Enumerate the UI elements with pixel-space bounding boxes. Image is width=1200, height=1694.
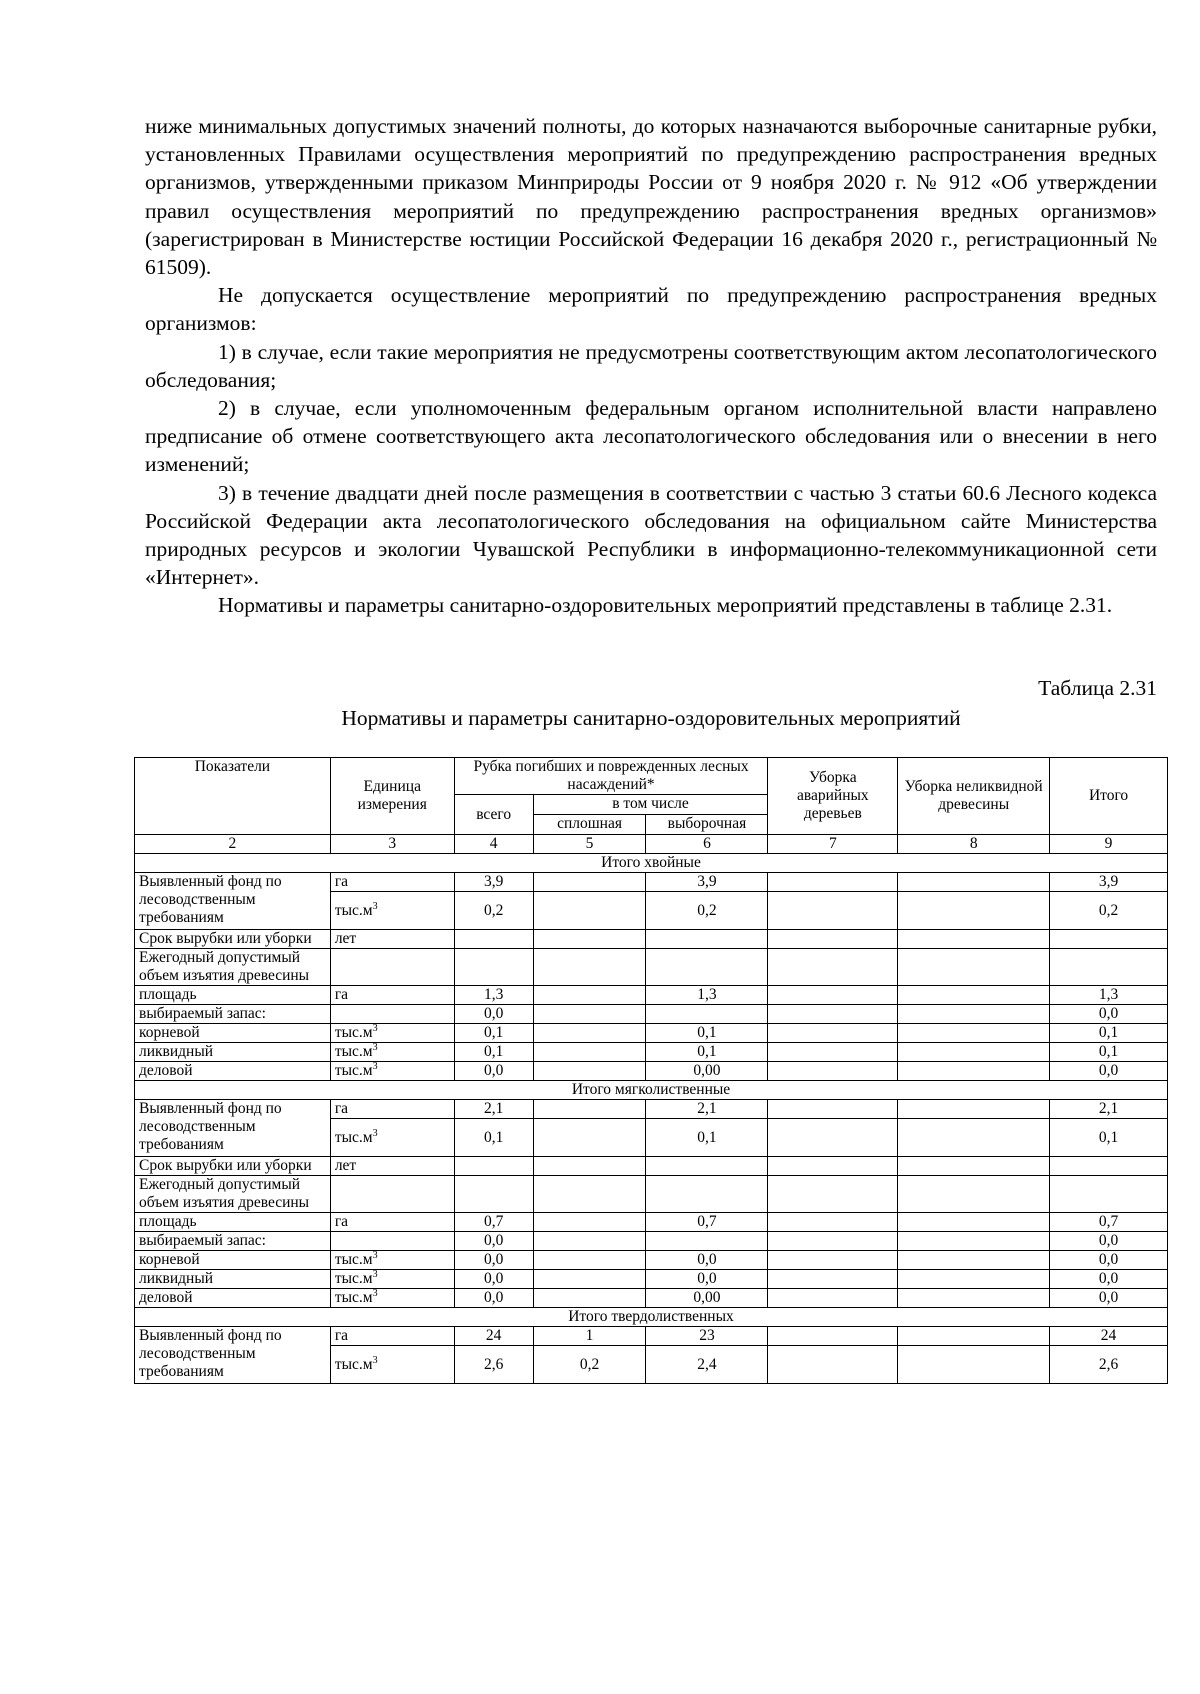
value-cell: 24 bbox=[454, 1327, 533, 1346]
unit-cell bbox=[330, 986, 454, 1005]
row-label: Ежегодный допустимый объем изъятия древесины bbox=[135, 1176, 331, 1213]
value-cell: 23 bbox=[646, 1327, 768, 1346]
col-number: 9 bbox=[1050, 835, 1168, 854]
col-number: 3 bbox=[330, 835, 454, 854]
value-cell bbox=[454, 1157, 533, 1176]
unit-cell bbox=[330, 892, 454, 930]
section-row bbox=[135, 1308, 1168, 1327]
unit-text: лет bbox=[334, 1157, 357, 1174]
value-cell: 0,2 bbox=[533, 1346, 646, 1384]
value-cell: 3,9 bbox=[646, 873, 768, 892]
table-row bbox=[135, 1100, 1168, 1119]
section-title: Итого мягколиственные bbox=[135, 1081, 1168, 1100]
value-cell: 0,1 bbox=[454, 1119, 533, 1157]
value-cell: 0,1 bbox=[646, 1024, 768, 1043]
value-cell bbox=[898, 1005, 1050, 1024]
unit-text: тыс.м bbox=[334, 1251, 373, 1268]
header-total-all: всего bbox=[454, 795, 533, 835]
table-row bbox=[135, 1062, 1168, 1081]
value-cell: 0,0 bbox=[1050, 1289, 1168, 1308]
row-label: Выявленный фонд по лесоводственным требованиям bbox=[135, 1100, 331, 1157]
value-cell bbox=[898, 1062, 1050, 1081]
value-cell bbox=[768, 1100, 898, 1119]
value-cell: 0,0 bbox=[646, 1251, 768, 1270]
table-row bbox=[135, 1289, 1168, 1308]
value-cell bbox=[768, 1024, 898, 1043]
value-cell bbox=[646, 1005, 768, 1024]
value-cell: 0,0 bbox=[454, 1062, 533, 1081]
value-cell bbox=[768, 873, 898, 892]
unit-text: тыс.м bbox=[334, 901, 373, 919]
value-cell bbox=[533, 1043, 646, 1062]
value-cell: 0,0 bbox=[454, 1232, 533, 1251]
row-label: ликвидный bbox=[135, 1043, 331, 1062]
table-row bbox=[135, 1213, 1168, 1232]
value-cell: 3,9 bbox=[454, 873, 533, 892]
table-row bbox=[135, 1024, 1168, 1043]
unit-superscript: 3 bbox=[372, 1060, 378, 1072]
value-cell bbox=[898, 1119, 1050, 1157]
value-cell: 2,1 bbox=[1050, 1100, 1168, 1119]
table-row bbox=[135, 873, 1168, 892]
value-cell: 0,0 bbox=[454, 1270, 533, 1289]
row-label: выбираемый запас: bbox=[135, 1232, 331, 1251]
paragraph: 3) в течение двадцати дней после размещения в соответствии с частью 3 статьи 60.6 Лесного кодекса Российской Федерации акта лесопатологического обследования на официальном сайте Министерства природных ресурсов и экологии Чувашской Республики в информационно-телекоммуникационной сети «Интернет». bbox=[145, 480, 1157, 590]
table-row bbox=[135, 1270, 1168, 1289]
value-cell: 0,1 bbox=[646, 1043, 768, 1062]
value-cell bbox=[898, 1232, 1050, 1251]
value-cell bbox=[898, 930, 1050, 949]
header-total: Итого bbox=[1050, 758, 1168, 835]
value-cell bbox=[533, 1157, 646, 1176]
unit-superscript: 3 bbox=[372, 1354, 378, 1366]
value-cell bbox=[1050, 949, 1168, 986]
unit-cell bbox=[330, 873, 454, 892]
value-cell: 0,0 bbox=[1050, 1005, 1168, 1024]
paragraph: Нормативы и параметры санитарно-оздоровительных мероприятий представлены в таблице 2.31. bbox=[218, 593, 1113, 618]
value-cell bbox=[533, 1251, 646, 1270]
col-number: 7 bbox=[768, 835, 898, 854]
column-number-row bbox=[135, 835, 1168, 854]
value-cell bbox=[898, 1100, 1050, 1119]
unit-cell bbox=[330, 1119, 454, 1157]
value-cell bbox=[898, 892, 1050, 930]
value-cell bbox=[454, 1176, 533, 1213]
unit-superscript: 3 bbox=[372, 1249, 378, 1261]
value-cell bbox=[898, 1157, 1050, 1176]
value-cell bbox=[454, 949, 533, 986]
row-label: Выявленный фонд по лесоводственным требованиям bbox=[135, 1327, 331, 1384]
value-cell bbox=[768, 1232, 898, 1251]
unit-cell bbox=[330, 1251, 454, 1270]
value-cell bbox=[533, 1270, 646, 1289]
value-cell bbox=[768, 1270, 898, 1289]
table-row bbox=[135, 1176, 1168, 1213]
value-cell bbox=[768, 1005, 898, 1024]
header-felling: Рубка погибших и поврежденных лесных насаждений* bbox=[454, 758, 768, 795]
value-cell: 0,0 bbox=[646, 1270, 768, 1289]
unit-superscript: 3 bbox=[372, 1041, 378, 1053]
value-cell bbox=[768, 1119, 898, 1157]
value-cell: 0,1 bbox=[1050, 1024, 1168, 1043]
unit-text: лет bbox=[334, 930, 357, 947]
unit-text: га bbox=[334, 873, 349, 890]
table-row bbox=[135, 1043, 1168, 1062]
value-cell: 0,1 bbox=[454, 1043, 533, 1062]
unit-text: тыс.м bbox=[334, 1270, 373, 1287]
row-label: Срок вырубки или уборки bbox=[135, 930, 331, 949]
value-cell bbox=[898, 1024, 1050, 1043]
value-cell bbox=[646, 1176, 768, 1213]
paragraph: 2) в случае, если уполномоченным федеральным органом исполнительной власти направлено предписание об отмене соответствующего акта лесопатологического обследования или о внесении в него изменений; bbox=[145, 396, 1157, 477]
value-cell bbox=[898, 1346, 1050, 1384]
value-cell bbox=[768, 1043, 898, 1062]
header-unit: Единица измерения bbox=[330, 758, 454, 835]
section-row bbox=[135, 854, 1168, 873]
value-cell bbox=[533, 1100, 646, 1119]
value-cell bbox=[898, 1289, 1050, 1308]
value-cell bbox=[533, 1176, 646, 1213]
unit-superscript: 3 bbox=[372, 1268, 378, 1280]
value-cell: 24 bbox=[1050, 1327, 1168, 1346]
value-cell: 0,1 bbox=[1050, 1119, 1168, 1157]
value-cell bbox=[768, 1289, 898, 1308]
section-title: Итого твердолиственных bbox=[135, 1308, 1168, 1327]
unit-cell bbox=[330, 1043, 454, 1062]
value-cell bbox=[768, 930, 898, 949]
value-cell: 0,0 bbox=[454, 1289, 533, 1308]
unit-cell bbox=[330, 1213, 454, 1232]
unit-cell bbox=[330, 1062, 454, 1081]
unit-cell bbox=[330, 1232, 454, 1251]
unit-superscript: 3 bbox=[372, 900, 378, 912]
value-cell bbox=[533, 1289, 646, 1308]
value-cell: 0,0 bbox=[454, 1005, 533, 1024]
value-cell: 0,7 bbox=[1050, 1213, 1168, 1232]
table-row bbox=[135, 1157, 1168, 1176]
value-cell: 0,2 bbox=[454, 892, 533, 930]
value-cell: 0,0 bbox=[1050, 1232, 1168, 1251]
row-label: выбираемый запас: bbox=[135, 1005, 331, 1024]
value-cell bbox=[768, 986, 898, 1005]
value-cell bbox=[533, 892, 646, 930]
unit-text: тыс.м bbox=[334, 1355, 373, 1373]
header-including: в том числе bbox=[533, 795, 768, 815]
col-number: 5 bbox=[533, 835, 646, 854]
value-cell: 0,1 bbox=[646, 1119, 768, 1157]
value-cell bbox=[898, 1043, 1050, 1062]
header-indicators: Показатели bbox=[135, 758, 331, 835]
unit-text: га bbox=[334, 1327, 349, 1344]
value-cell: 0,0 bbox=[454, 1251, 533, 1270]
value-cell bbox=[533, 1232, 646, 1251]
value-cell bbox=[1050, 1176, 1168, 1213]
value-cell bbox=[330, 1176, 454, 1213]
value-cell bbox=[646, 930, 768, 949]
header-emergency: Уборка аварийных деревьев bbox=[768, 758, 898, 835]
value-cell bbox=[768, 1062, 898, 1081]
paragraph: ниже минимальных допустимых значений полноты, до которых назначаются выборочные санитарные рубки, установленных Правилами осуществления мероприятий по предупреждению распространения вредных организмов, утвержденными приказом Минприроды России от 9 ноября 2020 г. № 912 «Об утверждении правил осуществления мероприятий по предупреждению распространения вредных организмов» (зарегистрирован в Министерстве юстиции Российской Федерации 16 декабря 2020 г., регистрационный № 61509). bbox=[145, 114, 1157, 280]
value-cell bbox=[533, 873, 646, 892]
row-label: деловой bbox=[135, 1062, 331, 1081]
row-label: ликвидный bbox=[135, 1270, 331, 1289]
table-row bbox=[135, 1232, 1168, 1251]
unit-superscript: 3 bbox=[372, 1022, 378, 1034]
value-cell bbox=[533, 1005, 646, 1024]
unit-text: га bbox=[334, 986, 349, 1003]
value-cell: 2,4 bbox=[646, 1346, 768, 1384]
header-selective: выборочная bbox=[646, 815, 768, 835]
value-cell bbox=[768, 1157, 898, 1176]
unit-text: тыс.м bbox=[334, 1024, 373, 1041]
row-label: Срок вырубки или уборки bbox=[135, 1157, 331, 1176]
unit-text: га bbox=[334, 1213, 349, 1230]
value-cell: 2,6 bbox=[1050, 1346, 1168, 1384]
value-cell bbox=[646, 1232, 768, 1251]
value-cell: 0,00 bbox=[646, 1062, 768, 1081]
table-row bbox=[135, 1327, 1168, 1346]
unit-text: тыс.м bbox=[334, 1062, 373, 1079]
value-cell bbox=[898, 1327, 1050, 1346]
value-cell bbox=[898, 949, 1050, 986]
unit-superscript: 3 bbox=[372, 1127, 378, 1139]
value-cell bbox=[330, 949, 454, 986]
table-title: Нормативы и параметры санитарно-оздоровительных мероприятий bbox=[341, 706, 961, 730]
value-cell: 0,1 bbox=[454, 1024, 533, 1043]
sanitary-measures-table bbox=[134, 757, 1168, 1384]
section-row bbox=[135, 1081, 1168, 1100]
unit-cell bbox=[330, 1270, 454, 1289]
unit-text: тыс.м bbox=[334, 1128, 373, 1146]
value-cell bbox=[768, 892, 898, 930]
value-cell bbox=[1050, 1157, 1168, 1176]
value-cell bbox=[646, 1157, 768, 1176]
value-cell bbox=[533, 1024, 646, 1043]
value-cell: 0,0 bbox=[1050, 1062, 1168, 1081]
value-cell: 3,9 bbox=[1050, 873, 1168, 892]
table-row bbox=[135, 930, 1168, 949]
value-cell: 0,2 bbox=[646, 892, 768, 930]
value-cell: 0,0 bbox=[1050, 1270, 1168, 1289]
row-label: корневой bbox=[135, 1024, 331, 1043]
value-cell bbox=[898, 1251, 1050, 1270]
row-label: площадь bbox=[135, 986, 331, 1005]
value-cell: 1 bbox=[533, 1327, 646, 1346]
col-number: 8 bbox=[898, 835, 1050, 854]
value-cell bbox=[898, 1176, 1050, 1213]
row-label: площадь bbox=[135, 1213, 331, 1232]
value-cell bbox=[768, 1213, 898, 1232]
value-cell bbox=[898, 1213, 1050, 1232]
col-number: 2 bbox=[135, 835, 331, 854]
unit-text: га bbox=[334, 1100, 349, 1117]
unit-superscript: 3 bbox=[372, 1287, 378, 1299]
value-cell bbox=[533, 1213, 646, 1232]
value-cell bbox=[454, 930, 533, 949]
value-cell bbox=[898, 1270, 1050, 1289]
value-cell: 0,00 bbox=[646, 1289, 768, 1308]
value-cell bbox=[646, 949, 768, 986]
value-cell: 0,7 bbox=[646, 1213, 768, 1232]
col-number: 4 bbox=[454, 835, 533, 854]
table-row bbox=[135, 986, 1168, 1005]
row-label: корневой bbox=[135, 1251, 331, 1270]
paragraph: 1) в случае, если такие мероприятия не предусмотрены соответствующим актом лесопатологического обследования; bbox=[145, 339, 1157, 392]
unit-cell bbox=[330, 1005, 454, 1024]
value-cell: 1,3 bbox=[646, 986, 768, 1005]
unit-cell bbox=[330, 1024, 454, 1043]
value-cell: 2,1 bbox=[454, 1100, 533, 1119]
value-cell bbox=[768, 949, 898, 986]
paragraph: Не допускается осуществление мероприятий по предупреждению распространения вредных организмов: bbox=[145, 283, 1157, 336]
unit-cell bbox=[330, 1327, 454, 1346]
value-cell bbox=[768, 1176, 898, 1213]
value-cell bbox=[898, 986, 1050, 1005]
table-row bbox=[135, 1251, 1168, 1270]
value-cell bbox=[898, 873, 1050, 892]
value-cell bbox=[533, 1119, 646, 1157]
unit-cell bbox=[330, 930, 454, 949]
section-title: Итого хвойные bbox=[135, 854, 1168, 873]
table-row bbox=[135, 949, 1168, 986]
value-cell bbox=[768, 1327, 898, 1346]
col-number: 6 bbox=[646, 835, 768, 854]
value-cell: 1,3 bbox=[1050, 986, 1168, 1005]
value-cell: 0,1 bbox=[1050, 1043, 1168, 1062]
value-cell bbox=[533, 949, 646, 986]
value-cell: 2,1 bbox=[646, 1100, 768, 1119]
value-cell bbox=[533, 986, 646, 1005]
unit-cell bbox=[330, 1346, 454, 1384]
unit-text: тыс.м bbox=[334, 1289, 373, 1306]
value-cell bbox=[768, 1346, 898, 1384]
value-cell bbox=[768, 1251, 898, 1270]
unit-cell bbox=[330, 1289, 454, 1308]
unit-cell bbox=[330, 1157, 454, 1176]
value-cell: 2,6 bbox=[454, 1346, 533, 1384]
value-cell: 0,2 bbox=[1050, 892, 1168, 930]
header-illiquid: Уборка неликвидной древесины bbox=[898, 758, 1050, 835]
header-clear: сплошная bbox=[533, 815, 646, 835]
value-cell: 0,0 bbox=[1050, 1251, 1168, 1270]
value-cell bbox=[533, 1062, 646, 1081]
value-cell bbox=[1050, 930, 1168, 949]
body-text bbox=[145, 112, 1157, 620]
value-cell: 0,7 bbox=[454, 1213, 533, 1232]
unit-cell bbox=[330, 1100, 454, 1119]
row-label: деловой bbox=[135, 1289, 331, 1308]
row-label: Ежегодный допустимый объем изъятия древесины bbox=[135, 949, 331, 986]
value-cell bbox=[533, 930, 646, 949]
row-label: Выявленный фонд по лесоводственным требованиям bbox=[135, 873, 331, 930]
value-cell: 1,3 bbox=[454, 986, 533, 1005]
unit-text: тыс.м bbox=[334, 1043, 373, 1060]
table-row bbox=[135, 1005, 1168, 1024]
table-number: Таблица 2.31 bbox=[1038, 676, 1157, 700]
